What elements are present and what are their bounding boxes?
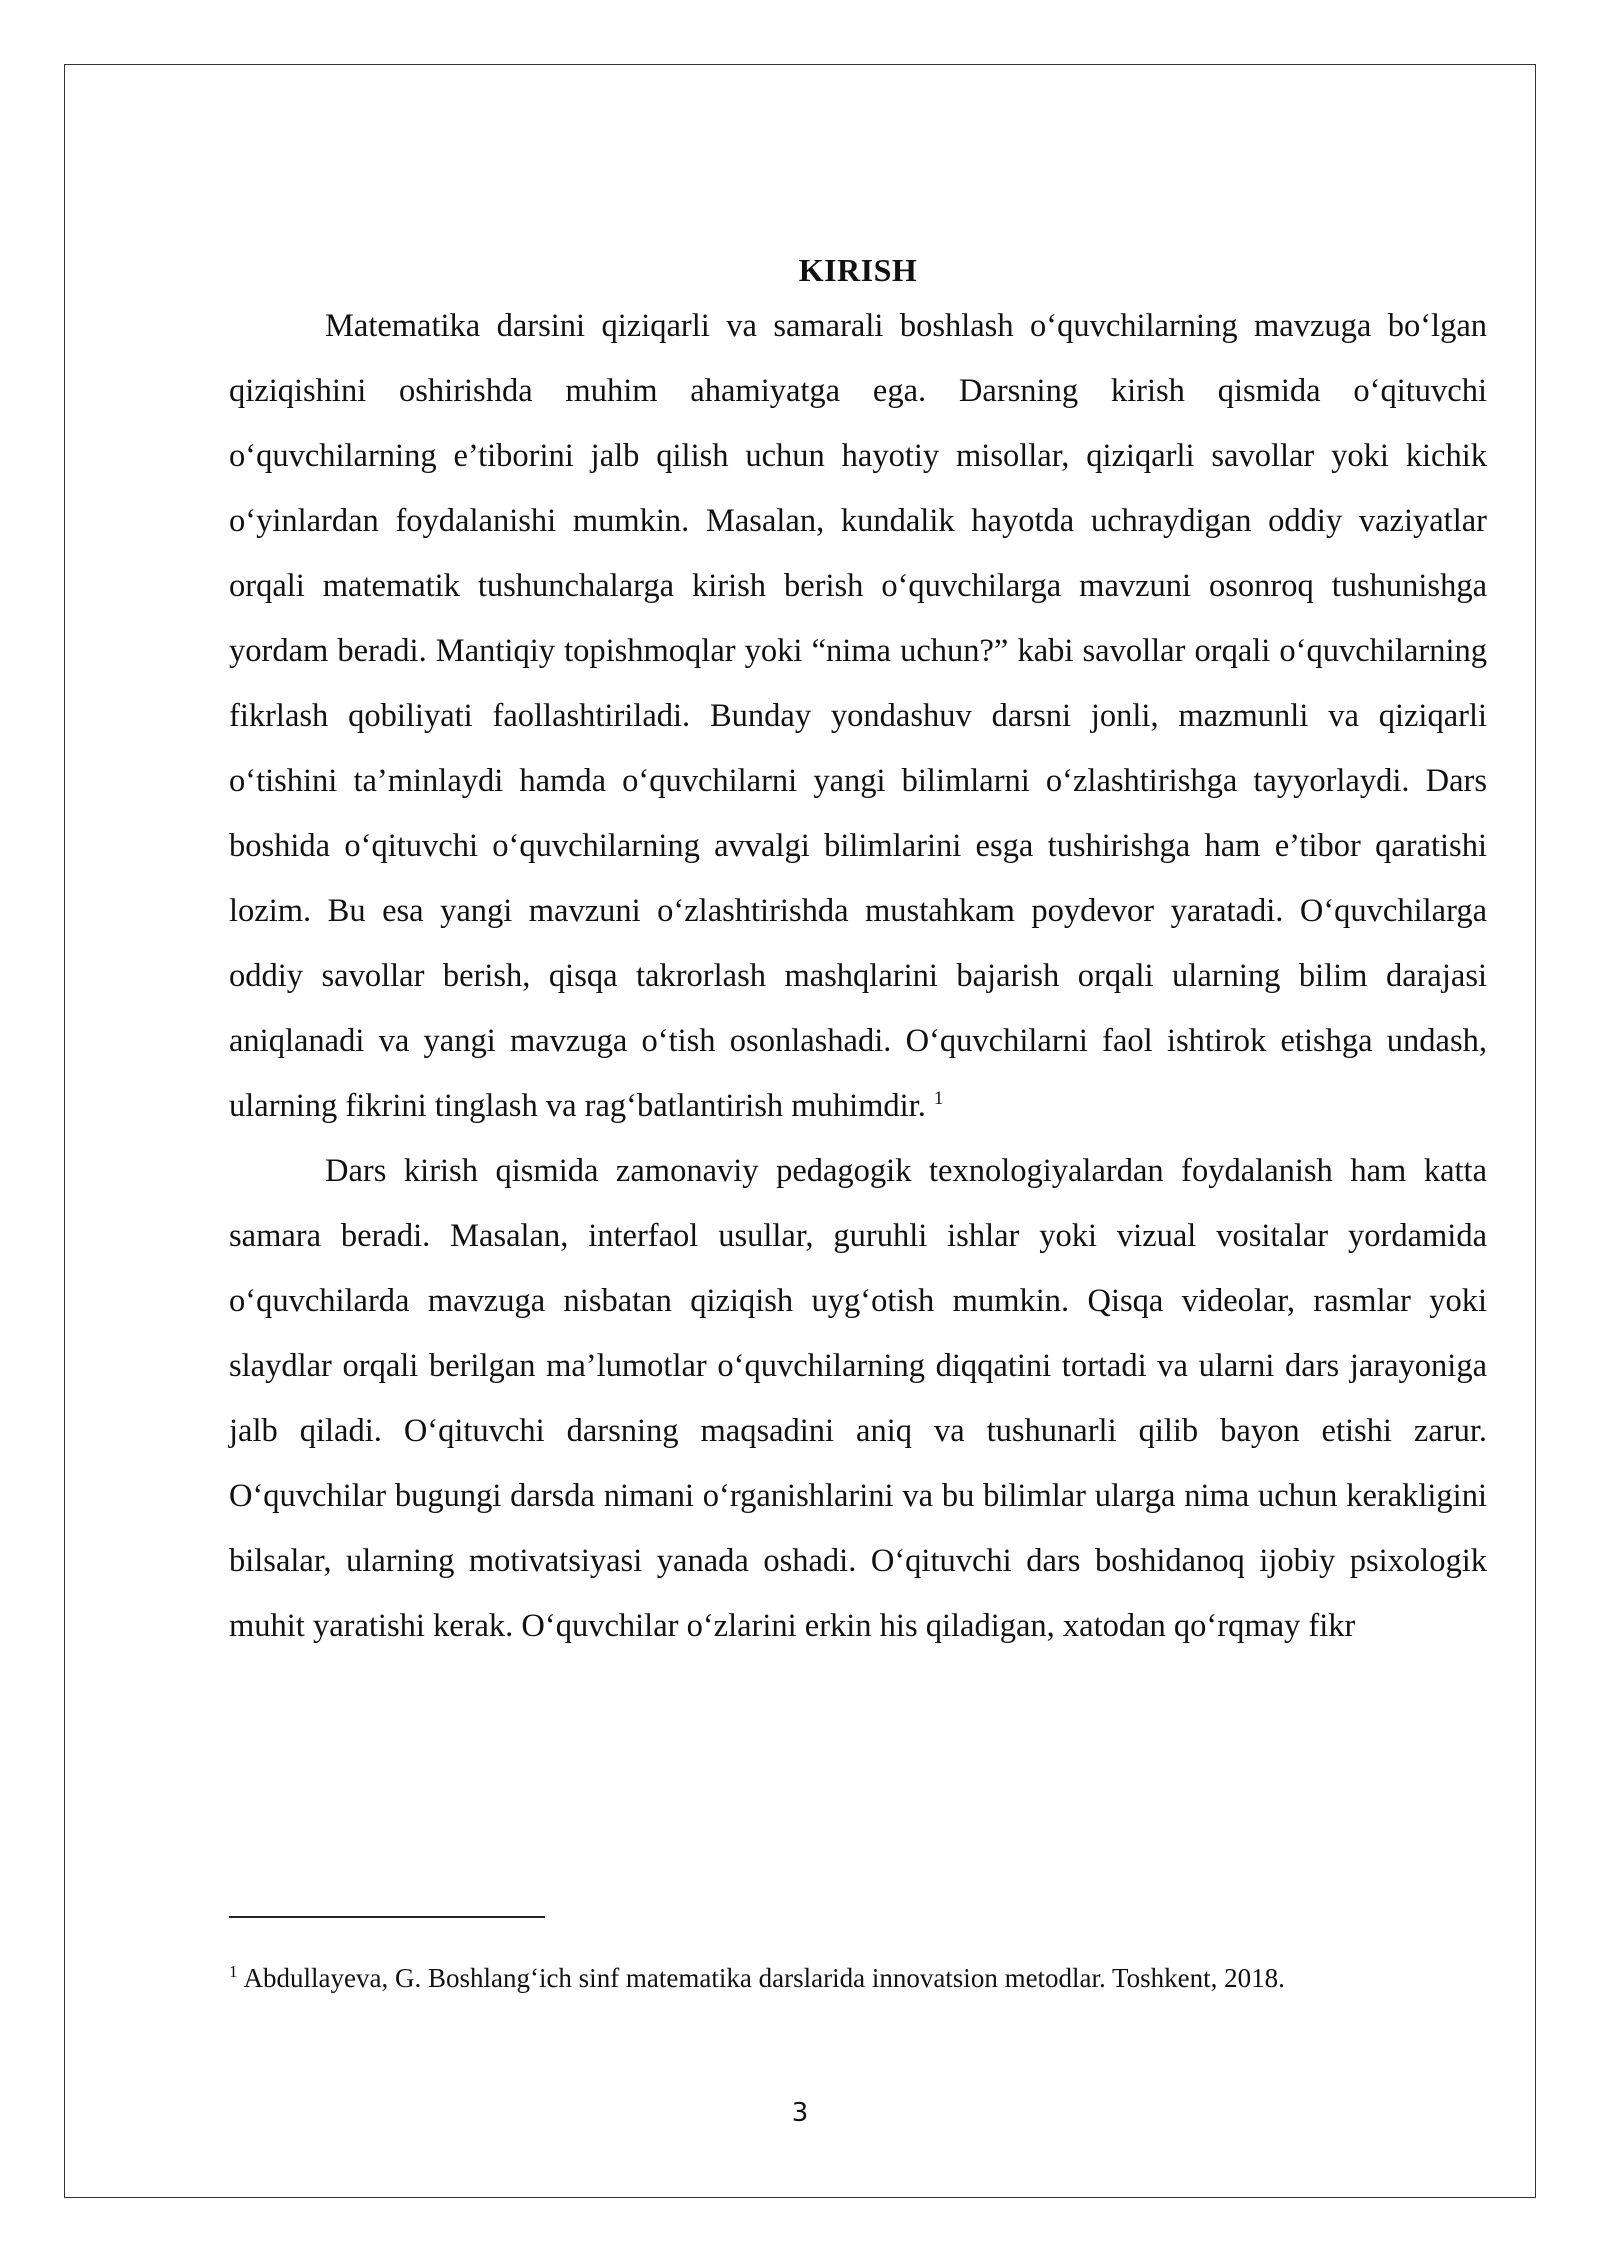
paragraph-2-text: Dars kirish qismida zamonaviy pedagogik texnologiyalardan foydalanish ham katta samara beradi. Masalan, interfaol usullar, guruhli ishlar yoki vizual vositalar yordamida o‘quvchilarda mavzuga nisbatan qiziqish uyg‘otish mumkin. Qisqa videolar, rasmlar yoki slaydlar orqali berilgan ma’lumotlar o‘quvchilarning diqqatini tortadi va ularni dars jarayoniga jalb qiladi. O‘qituvchi darsning maqsadini aniq va tushunarli qilib bayon etishi zarur. O‘quvchilar bugungi darsda nimani o‘rganishlarini va bu bilimlar ularga nima uchun kerakligini bilsalar, ularning motivatsiyasi yanada oshadi. O‘qituvchi dars boshidanoq ijobiy psixologik muhit yaratishi kerak. O‘quvchilar o‘zlarini erkin his qiladigan, xatodan qo‘rqmay fikr — [229, 1153, 1487, 1644]
section-title: KIRISH — [798, 252, 918, 288]
paragraph-2 — [229, 1139, 1487, 1659]
footnote — [229, 1960, 1499, 1996]
document-body — [229, 246, 1487, 1659]
paragraph-1-text: Matematika darsini qiziqarli va samarali boshlash o‘quvchilarning mavzuga bo‘lgan qiziqishini oshirishda muhim ahamiyatga ega. Darsning kirish qismida o‘qituvchi o‘quvchilarning e’tiborini jalb qilish uchun hayotiy misollar, qiziqarli savollar yoki kichik o‘yinlardan foydalanishi mumkin. Masalan, kundalik hayotda uchraydigan oddiy vaziyatlar orqali matematik tushunchalarga kirish berish o‘quvchilarga mavzuni osonroq tushunishga yordam beradi. Mantiqiy topishmoqlar yoki “nima uchun?” kabi savollar orqali o‘quvchilarning fikrlash qobiliyati faollashtiriladi. Bunday yondashuv darsni jonli, mazmunli va qiziqarli o‘tishini ta’minlaydi hamda o‘quvchilarni yangi bilimlarni o‘zlashtirishga tayyorlaydi. Dars boshida o‘qituvchi o‘quvchilarning avvalgi bilimlarini esga tushirishga ham e’tibor qaratishi lozim. Bu esa yangi mavzuni o‘zlashtirishda mustahkam poydevor yaratadi. O‘quvchilarga oddiy savollar berish, qisqa takrorlash mashqlarini bajarish orqali ularning bilim darajasi aniqlanadi va yangi mavzuga o‘tish osonlashadi. O‘quvchilarni faol ishtirok etishga undash, ularning fikrini tinglash va rag‘batlantirish muhimdir. — [229, 308, 1487, 1124]
page-number: 3 — [791, 2098, 809, 2128]
footnote-text: Abdullayeva, G. Boshlang‘ich sinf matematika darslarida innovatsion metodlar. Toshkent, 2018. — [243, 1963, 1285, 1993]
footnote-number: 1 — [229, 1962, 238, 1981]
footnote-separator — [229, 1916, 545, 1918]
paragraph-1 — [229, 294, 1487, 1139]
footnote-reference[interactable]: 1 — [933, 1088, 944, 1110]
